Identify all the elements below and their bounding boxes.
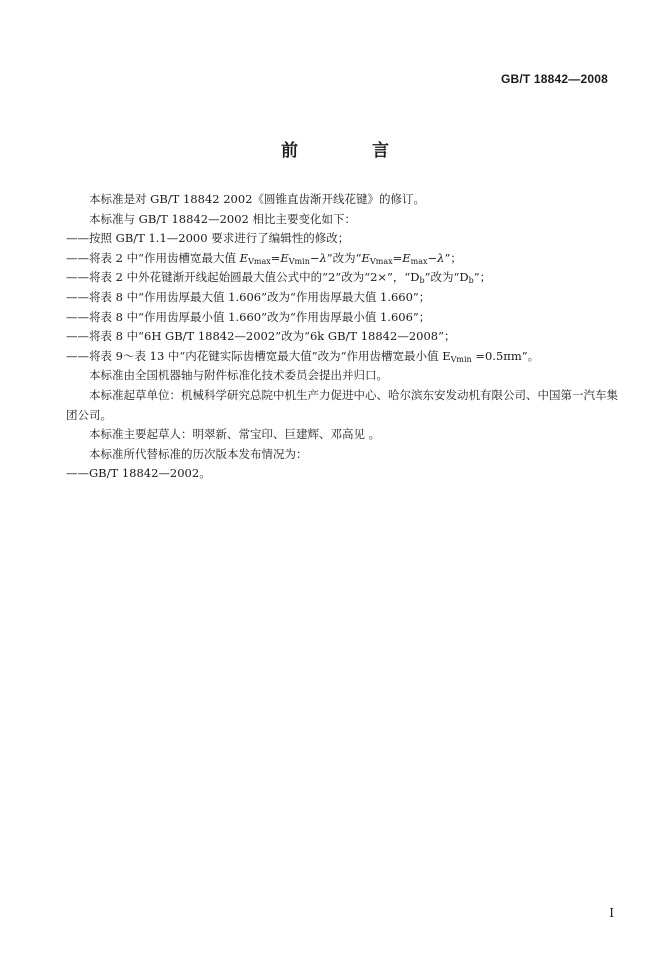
change-item-table8-min: ——将表 8 中“作用齿厚最小值 1.660”改为“作用齿厚最小值 1.606”； <box>66 309 431 324</box>
paragraph-revision: 本标准是对 GB/T 18842 2002《圆锥直齿渐开线花键》的修订。 <box>89 192 425 206</box>
paragraph-changes-intro: 本标准与 GB/T 18842—2002 相比主要变化如下： <box>89 211 356 226</box>
change-text: ”； <box>444 250 462 265</box>
change-text: ”改为“ <box>326 250 362 265</box>
paragraph-proposer: 本标准由全国机器轴与附件标准化技术委员会提出并归口。 <box>89 368 388 383</box>
change-item-editorial: ——按照 GB/T 1.1—2000 要求进行了编辑性的修改； <box>66 231 350 246</box>
paragraph-drafting-units: 本标准起草单位：机械科学研究总院中机生产力促进中心、哈尔滨东安发动机有限公司、中国第一汽车集团公司。 <box>66 387 618 422</box>
foreword-body <box>66 190 619 484</box>
paragraph-history-intro: 本标准所代替标准的历次版本发布情况为： <box>89 446 308 461</box>
history-item: ——GB/T 18842—2002。 <box>66 466 211 481</box>
standard-number-header: GB/T 18842—2008 <box>500 72 608 86</box>
change-item-table8-max: ——将表 8 中“作用齿厚最大值 1.606”改为“作用齿厚最大值 1.660”； <box>66 289 431 304</box>
page-number: I <box>609 906 614 920</box>
change-text: ——将表 2 中“作用齿槽宽最大值 <box>66 250 240 265</box>
change-item-table8-grade: ——将表 8 中“6H GB/T 18842—2002”改为“6k GB/T 18842—2008”； <box>66 329 456 344</box>
formula-old: $E_{Vmax}=E_{Vmin}-\lambda$ <box>239 250 327 266</box>
change-item-table2-width <box>66 249 619 269</box>
page-title: 前 言 <box>281 141 423 161</box>
change-item-table2-formula: ——将表 2 中外花键渐开线起始圆最大值公式中的“2”改为“2×”，“$D_b$”改为“$D_b$”； <box>66 270 492 286</box>
paragraph-drafters: 本标准主要起草人：明翠新、常宝印、巨建辉、邓高见 。 <box>89 427 381 442</box>
change-item-table9-13: ——将表 9～表 13 中“内花键实际齿槽宽最大值”改为“作用齿槽宽最小值 $E_{Vmin} =0.5\pi m$”。 <box>66 348 540 364</box>
formula-new: $E_{Vmax}=E_{max}-\lambda$ <box>361 250 445 266</box>
